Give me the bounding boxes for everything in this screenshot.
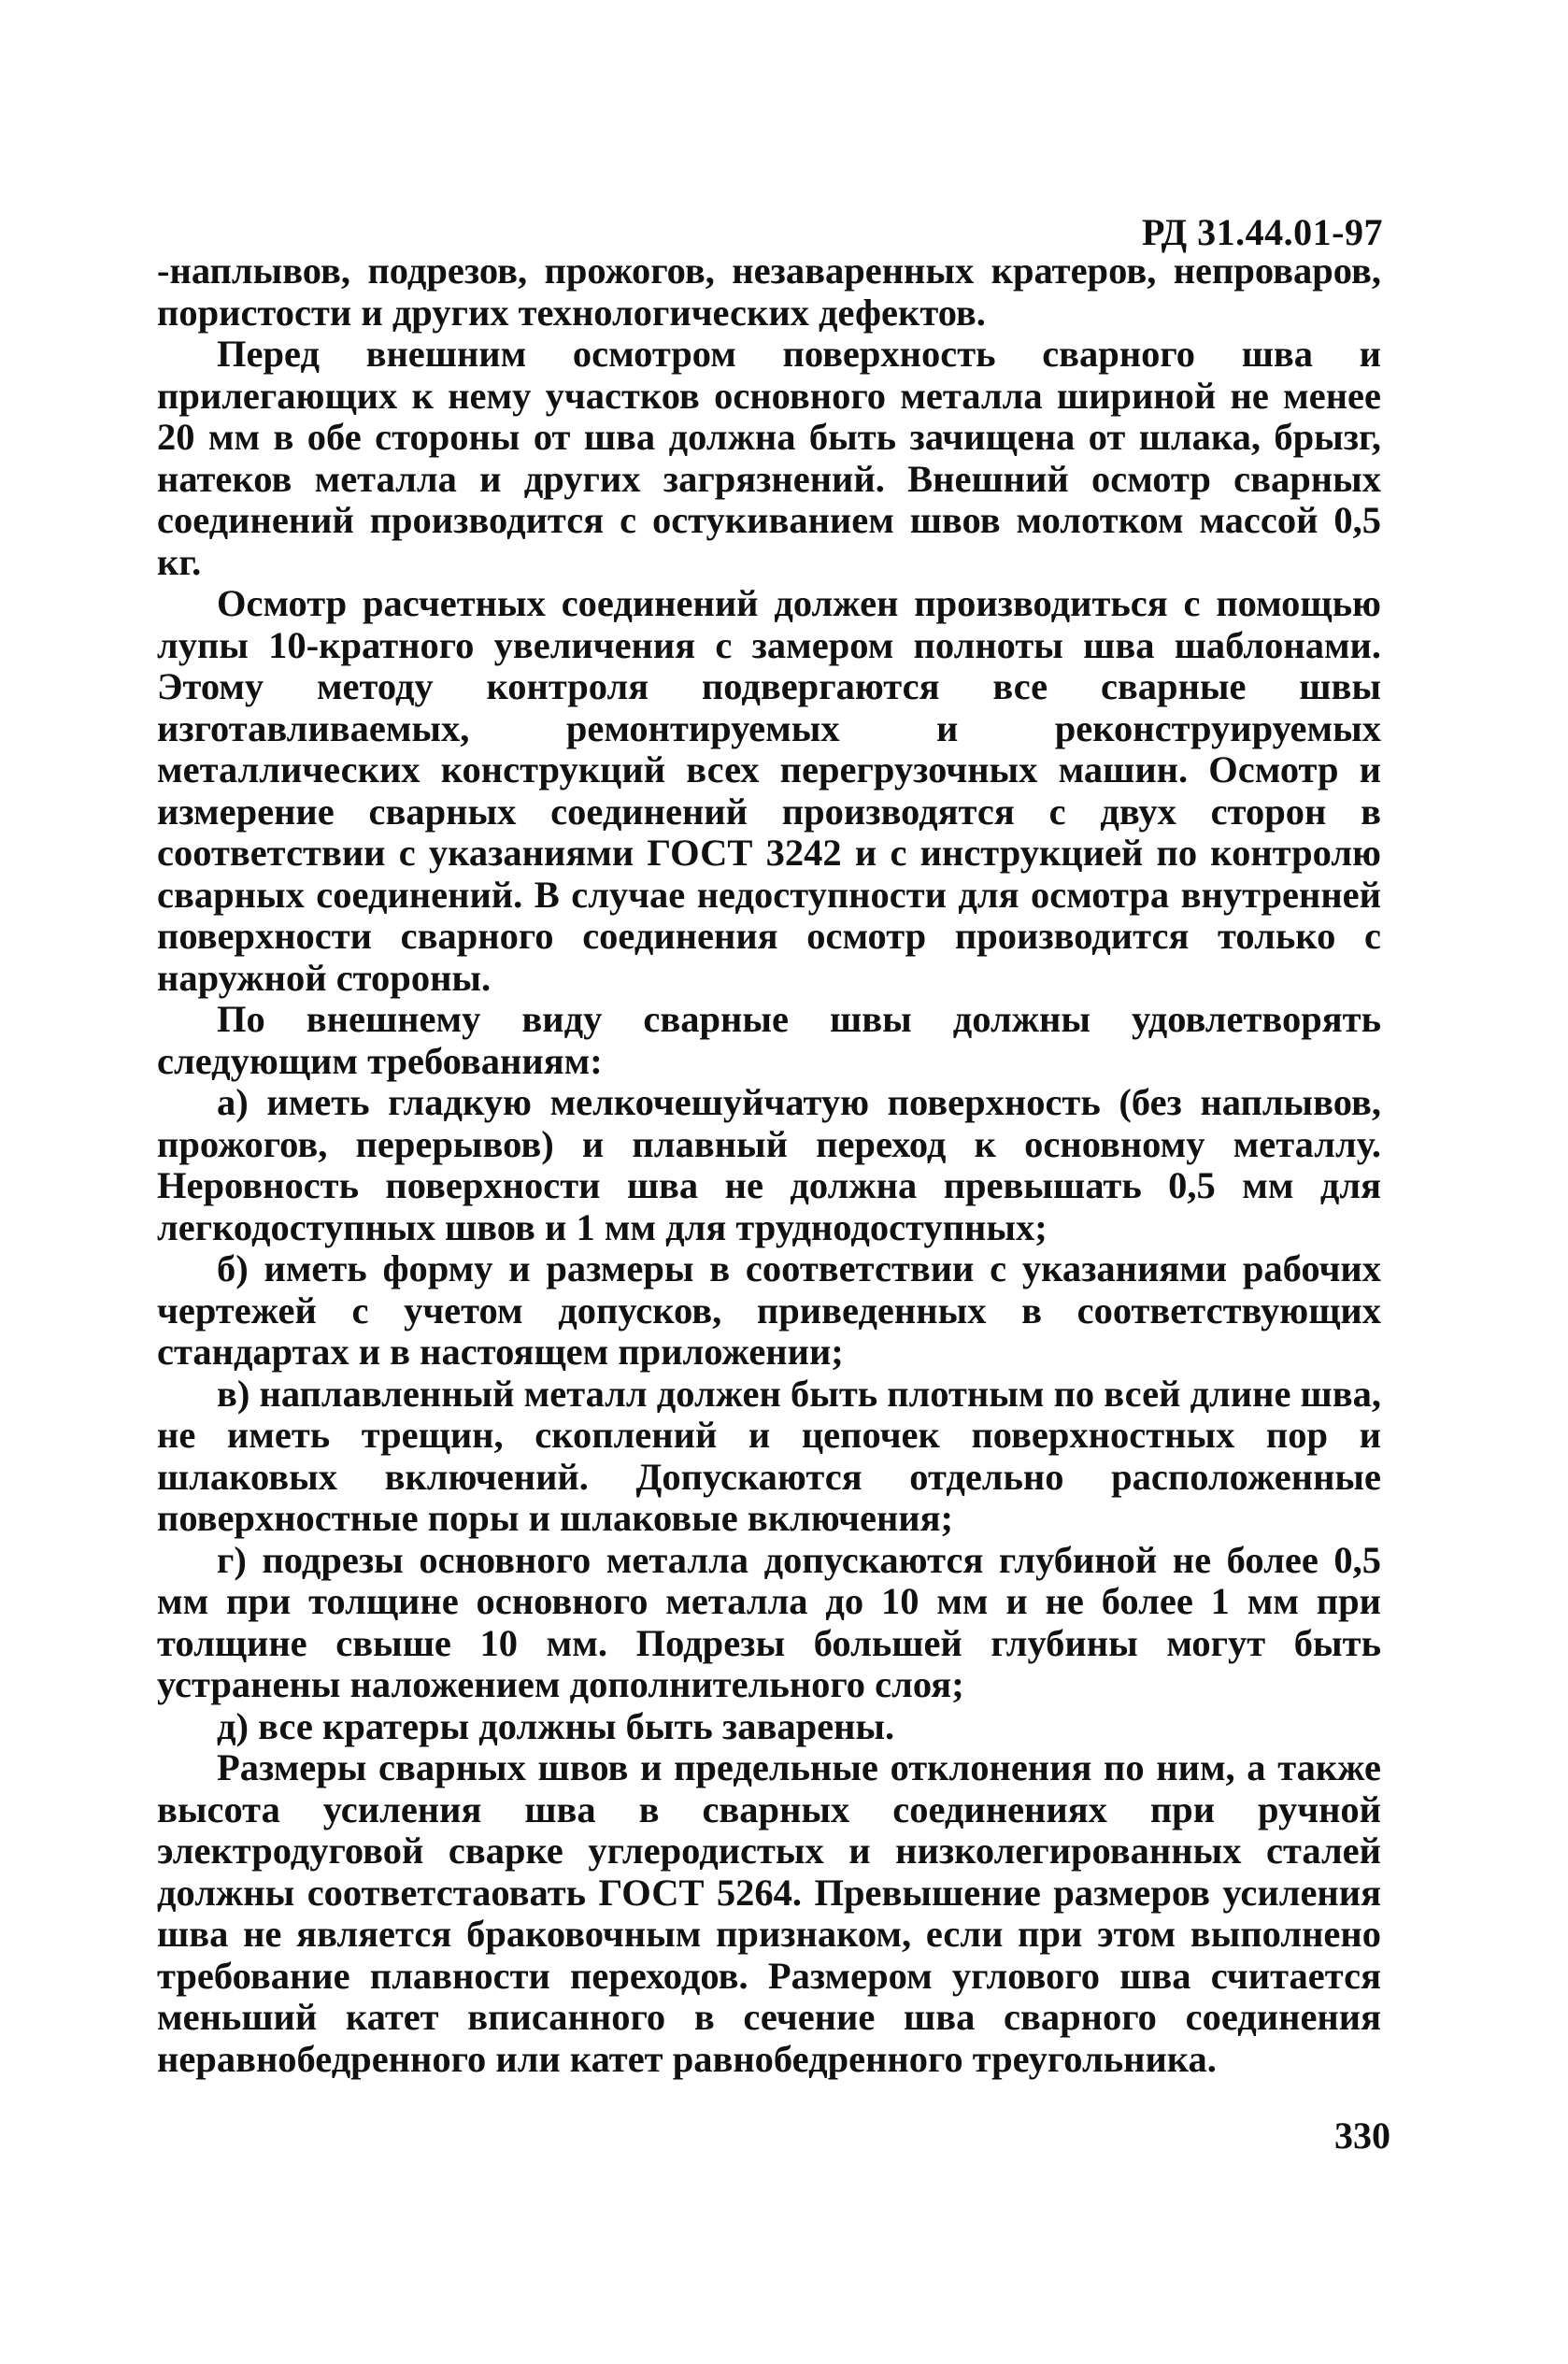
list-item-v: в) наплавленный металл должен быть плотным по всей длине шва, не иметь трещин, скоплений и цепочек поверхностных пор и шлаковых включений. Допускаются отдельно расположенные поверхностные поры и шлаковые включения;: [157, 1372, 1381, 1539]
paragraph: Перед внешним осмотром поверхность сварного шва и прилегающих к нему участков основного металла шириной не менее 20 мм в обе стороны от шва должна быть зачищена от шлака, брызг, натеков металла и других загрязнений. Внешний осмотр сварных соединений производится с остукиванием швов молотком массой 0,5 кг.: [157, 333, 1381, 583]
paragraph: Осмотр расчетных соединений должен производиться с помощью лупы 10-кратного увеличения с замером полноты шва шаблонами. Этому методу контроля подвергаются все сварные швы изготавливаемых, ремонтируемых и реконструируемых металлических конструкций всех перегрузочных машин. Осмотр и измерение сварных соединений производятся с двух сторон в соответствии с указаниями ГОСТ 3242 и с инструкцией по контролю сварных соединений. В случае недоступности для осмотра внутренней поверхности сварного соединения осмотр производится только с наружной стороны.: [157, 582, 1381, 999]
document-body: [157, 250, 1381, 2080]
document-code: РД 31.44.01-97: [1142, 211, 1383, 253]
page-number: 330: [1334, 2115, 1390, 2157]
list-item-a: а) иметь гладкую мелкочешуйчатую поверхность (без наплывов, прожогов, перерывов) и плавный переход к основному металлу. Неровность поверхности шва не должна превышать 0,5 мм для легкодоступных швов и 1 мм для труднодоступных;: [157, 1081, 1381, 1248]
paragraph: По внешнему виду сварные швы должны удовлетворять следующим требованиям:: [157, 998, 1381, 1082]
list-item-d: д) все кратеры должны быть заварены.: [217, 1704, 895, 1747]
paragraph: Размеры сварных швов и предельные отклонения по ним, а также высота усиления шва в сварных соединениях при ручной электродуговой сварке углеродистых и низколегированных сталей должны соответстаовать ГОСТ 5264. Превышение размеров усиления шва не является браковочным признаком, если при этом выполнено требование плавности переходов. Размером углового шва считается меньший катет вписанного в сечение шва сварного соединения неравнобедренного или катет равнобедренного треугольника.: [157, 1746, 1381, 2080]
list-item-g: г) подрезы основного металла допускаются глубиной не более 0,5 мм при толщине основного металла до 10 мм и не более 1 мм при толщине свыше 10 мм. Подрезы большей глубины могут быть устранены наложением дополнительного слоя;: [157, 1538, 1381, 1705]
list-item-b: б) иметь форму и размеры в соответствии с указаниями рабочих чертежей с учетом допусков, приведенных в соответствующих стандартах и в настоящем приложении;: [157, 1247, 1381, 1373]
paragraph: -наплывов, подрезов, прожогов, незаваренных кратеров, непроваров, пористости и других технологических дефектов.: [157, 249, 1381, 334]
